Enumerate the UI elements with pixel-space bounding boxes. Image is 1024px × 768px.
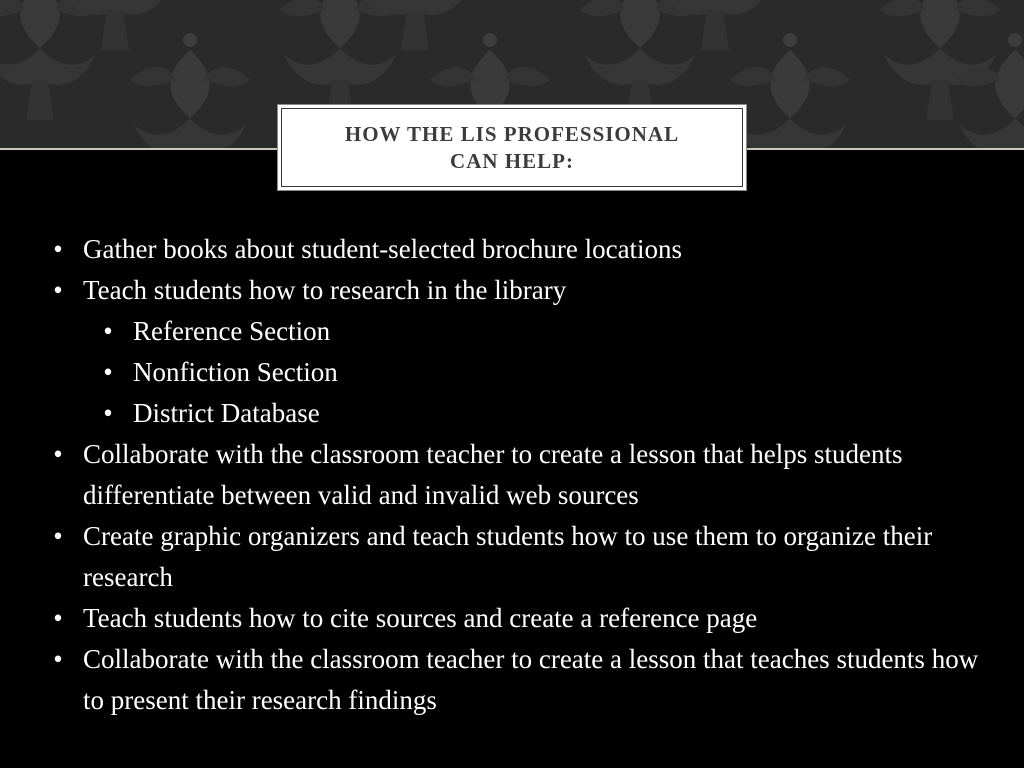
sub-bullet-item <box>98 352 988 393</box>
slide-title-line-2: CAN HELP: <box>450 148 574 173</box>
bullet-text: Create graphic organizers and teach students how to use them to organize their research <box>83 521 933 592</box>
bullet-dot-icon: • <box>53 234 63 264</box>
bullet-dot-icon: • <box>103 316 113 346</box>
slide-title-line-1: HOW THE LIS PROFESSIONAL <box>344 121 680 146</box>
bullet-text: Teach students how to research in the library <box>83 275 567 305</box>
bullet-dot-icon: • <box>53 439 63 469</box>
bullet-dot-icon: • <box>53 275 63 305</box>
bullet-dot-icon: • <box>103 357 113 387</box>
bullet-dot-icon: • <box>53 644 63 674</box>
bullet-item <box>48 270 988 311</box>
sub-bullet-item <box>98 311 988 352</box>
bullet-text: District Database <box>133 398 320 428</box>
bullet-item <box>48 229 988 270</box>
bullet-text: Collaborate with the classroom teacher to create a lesson that helps students differentiate between valid and invalid web sources <box>83 439 903 510</box>
title-frame <box>281 108 743 187</box>
bullet-text: Reference Section <box>133 316 331 346</box>
bullet-text: Gather books about student-selected brochure locations <box>83 234 683 264</box>
bullet-item <box>48 434 988 516</box>
bullet-list <box>48 229 988 721</box>
bullet-text: Nonfiction Section <box>133 357 338 387</box>
sub-bullet-item <box>98 393 988 434</box>
title-box <box>277 104 747 191</box>
bullet-item <box>48 516 988 598</box>
bullet-text: Collaborate with the classroom teacher to create a lesson that teaches students how to present their research findings <box>83 644 979 715</box>
bullet-text: Teach students how to cite sources and create a reference page <box>83 603 758 633</box>
bullet-item <box>48 598 988 639</box>
bullet-dot-icon: • <box>53 521 63 551</box>
bullet-dot-icon: • <box>53 603 63 633</box>
bullet-dot-icon: • <box>103 398 113 428</box>
bullet-item <box>48 639 988 721</box>
